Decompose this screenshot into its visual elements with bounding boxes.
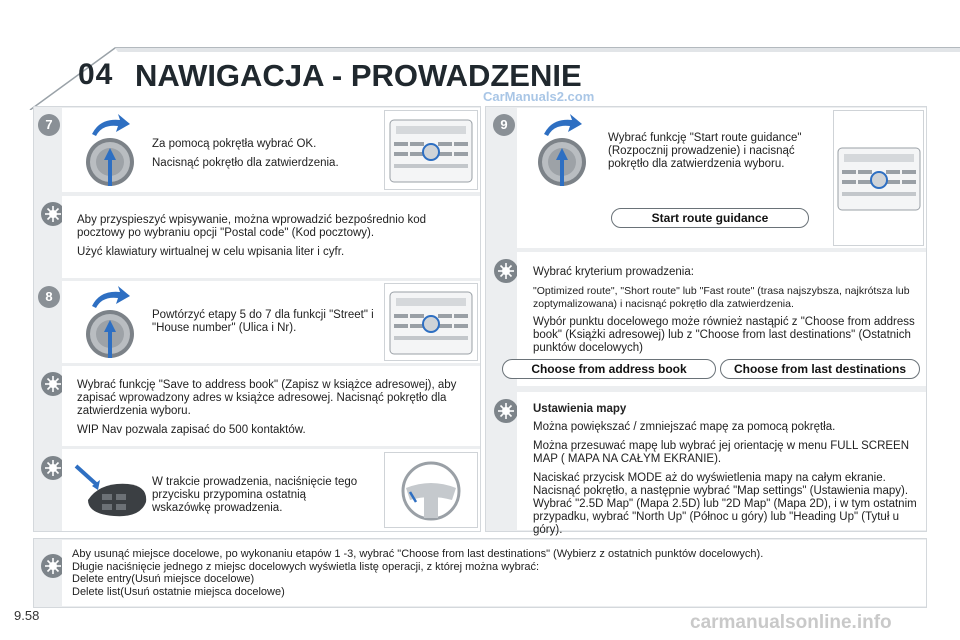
map-settings-title: Ustawienia mapy	[533, 403, 627, 415]
steering-control-icon	[70, 460, 150, 522]
chapter-number: 04	[78, 58, 114, 91]
step-badge-7: 7	[38, 114, 60, 136]
rotary-knob-icon	[78, 282, 142, 364]
tip-save-p1: Wybrać funkcję "Save to address book" (Zapisz w książce adresowej), aby zapisać wprowadzony adres w książce adresowej. Nacisnąć pokrętło dla zatwierdzenia wyboru.	[77, 379, 457, 417]
chapter-title: NAWIGACJA - PROWADZENIE	[135, 58, 582, 93]
tip-save-text	[77, 379, 469, 443]
choose-address-book-button[interactable]: Choose from address book	[502, 359, 716, 379]
bottom-line-4: Delete list(Usuń ostatnie miejsca docelowe)	[72, 585, 285, 598]
console-panel-icon	[388, 118, 474, 184]
start-route-guidance-button[interactable]: Start route guidance	[611, 208, 809, 228]
map-settings-p3: Naciskać przycisk MODE aż do wyświetlenia mapy na całym ekranie. Nacisnąć pokrętło, a następnie wybrać "Map settings" (Ustawienia mapy). Wybrać "2.5D Map" (Mapa 2.5D) lub "2D Map" (Mapa 2D), i w tym ostatnim przypadku, wybrać "North Up" (Północ u góry) lub "Heading Up" (Tytuł u góry).	[533, 472, 917, 536]
choose-last-destinations-button[interactable]: Choose from last destinations	[720, 359, 920, 379]
page-number: 9.58	[14, 608, 40, 623]
criteria-text	[533, 266, 915, 361]
map-settings-p1: Można powiększać / zmniejszać mapę za pomocą pokrętła.	[533, 421, 836, 433]
step-badge-8: 8	[38, 286, 60, 308]
map-settings-p2: Można przesuwać mapę lub wybrać jej orientację w menu FULL SCREEN MAP ( MAPA NA CAŁYM EKRANIE).	[533, 440, 910, 465]
bottom-line-2: Długie naciśnięcie jednego z miejsc docelowych wyświetla listę operacji, z której można wybrać:	[72, 560, 540, 573]
console-panel-icon	[388, 290, 474, 356]
steering-text: W trakcie prowadzenia, naciśnięcie tego przycisku przypomina ostatnią wskazówkę prowadzenia.	[152, 476, 358, 514]
tip-postal-p2: Użyć klawiatury wirtualnej w celu wpisania liter i cyfr.	[77, 246, 345, 258]
watermark: CarManuals2.com	[483, 89, 595, 104]
tip-sun-icon	[493, 398, 519, 424]
step-badge-9: 9	[493, 114, 515, 136]
criteria-p3: Wybór punktu docelowego może również nastąpić z "Choose from address book" (Książki adresowej) lub z "Choose from last destinations" (Ostatnich punktów docelowych)	[533, 316, 915, 354]
rotary-knob-icon	[530, 110, 594, 192]
steering-wheel-icon	[394, 458, 468, 524]
criteria-p1: Wybrać kryterium prowadzenia:	[533, 266, 694, 278]
tip-sun-icon	[493, 258, 519, 284]
criteria-p2: "Optimized route", "Short route" lub "Fast route" (trasa najszybsza, najkrótsza lub zoptymalizowana) i nacisnąć pokrętło dla zatwierdzenia.	[533, 285, 910, 310]
step-7-line-1: Za pomocą pokrętła wybrać OK.	[152, 138, 317, 150]
bottom-line-1: Aby usunąć miejsce docelowe, po wykonaniu etapów 1 -3, wybrać "Choose from last destinations" (Wybierz z ostatnich punktów docelowych).	[72, 548, 764, 560]
bottom-text	[72, 548, 922, 598]
tip-postal-p1: Aby przyspieszyć wpisywanie, można wprowadzić bezpośrednio kod pocztowy po wybraniu opcji "Postal code" (Kod pocztowy).	[77, 214, 426, 239]
step-7-line-2: Nacisnąć pokrętło dla zatwierdzenia.	[152, 157, 339, 169]
tip-postal-text	[77, 214, 467, 265]
step-8-text: Powtórzyć etapy 5 do 7 dla funkcji "Street" i "House number" (Ulica i Nr).	[152, 309, 374, 334]
step-7-text	[152, 138, 377, 176]
map-settings-text	[533, 403, 918, 543]
bottom-line-3: Delete entry(Usuń miejsce docelowe)	[72, 573, 255, 585]
console-panel-icon	[836, 146, 922, 212]
step-9-text: Wybrać funkcję "Start route guidance" (Rozpocznij prowadzenie) i nacisnąć pokrętło dla zatwierdzenia wyboru.	[608, 132, 802, 170]
tip-save-p2: WIP Nav pozwala zapisać do 500 kontaktów.	[77, 424, 306, 436]
footer-watermark: carmanualsonline.info	[690, 612, 892, 633]
rotary-knob-icon	[78, 110, 142, 192]
